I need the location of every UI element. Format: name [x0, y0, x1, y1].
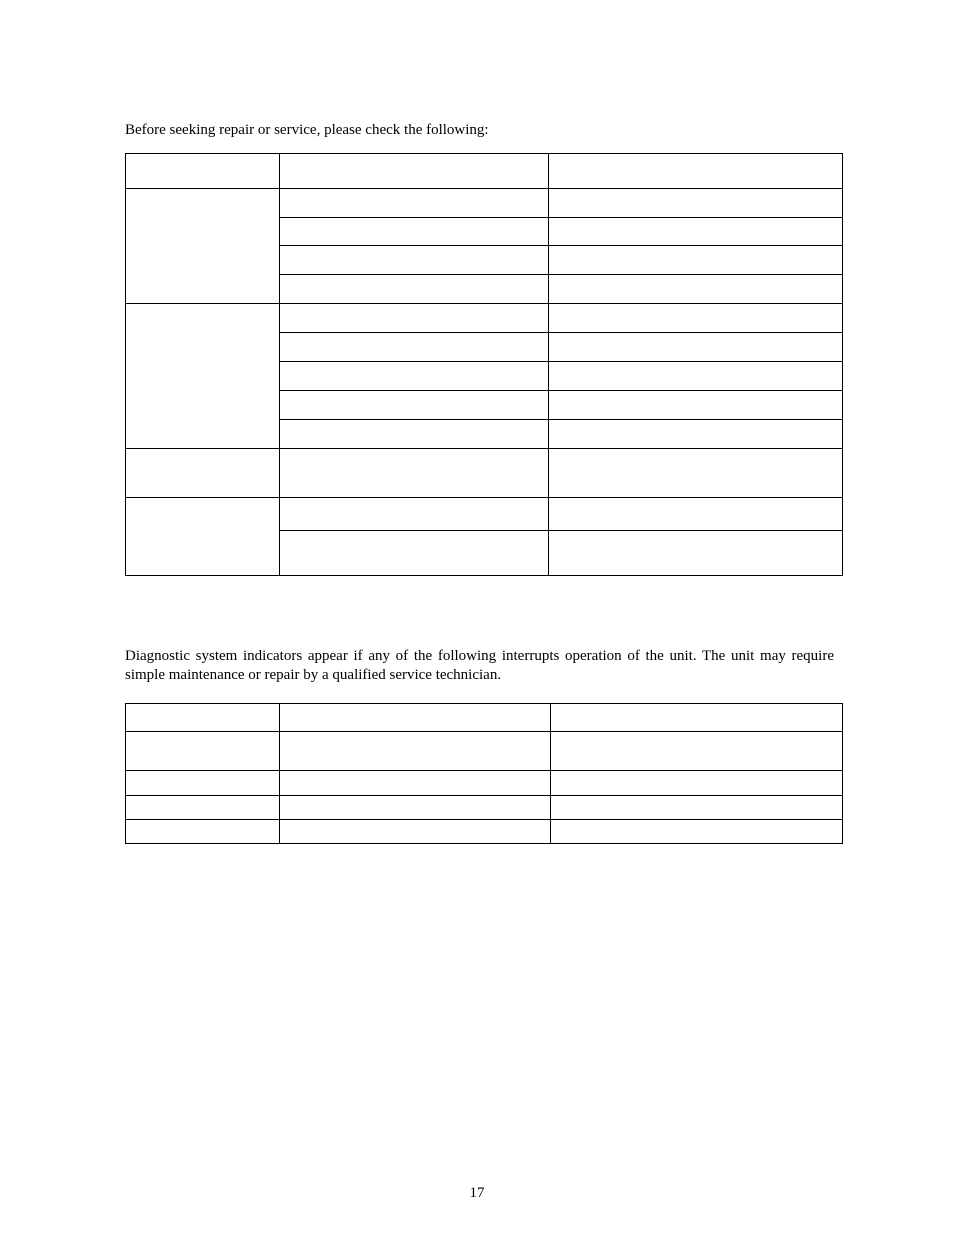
problem-cell — [126, 304, 280, 449]
table-row — [126, 771, 843, 796]
cause-cell — [280, 333, 549, 362]
solution-cell — [549, 362, 843, 391]
cause-cell — [280, 498, 549, 531]
table-header-row — [126, 704, 843, 732]
solution-cell — [549, 304, 843, 333]
cause-cell — [280, 304, 549, 333]
indicator-cell — [126, 796, 280, 820]
cause-cell — [280, 420, 549, 449]
table-row — [126, 449, 843, 498]
cause-cell — [280, 391, 549, 420]
problem-cell — [126, 498, 280, 576]
diagnostic-table — [125, 703, 843, 844]
cause-cell — [280, 732, 551, 771]
solution-cell — [549, 391, 843, 420]
solution-cell — [549, 531, 843, 576]
solution-cell — [549, 275, 843, 304]
cause-cell — [280, 218, 549, 246]
table-row — [126, 796, 843, 820]
table-row — [126, 820, 843, 844]
header-cell — [126, 154, 280, 189]
diagnostic-intro: Diagnostic system indicators appear if any of the following interrupts operation of the unit. The unit may require simple maintenance or repair by a qualified service technician. — [125, 648, 834, 683]
problem-cell — [126, 449, 280, 498]
indicator-cell — [126, 820, 280, 844]
header-cell — [280, 154, 549, 189]
solution-cell — [549, 333, 843, 362]
solution-cell — [549, 189, 843, 218]
cause-cell — [280, 796, 551, 820]
table-row — [126, 189, 843, 218]
solution-cell — [549, 498, 843, 531]
cause-cell — [280, 820, 551, 844]
solution-cell — [551, 732, 843, 771]
header-cell — [280, 704, 551, 732]
indicator-cell — [126, 732, 280, 771]
indicator-cell — [126, 771, 280, 796]
page-number: 17 — [469, 1185, 485, 1201]
solution-cell — [549, 420, 843, 449]
header-cell — [549, 154, 843, 189]
cause-cell — [280, 275, 549, 304]
solution-cell — [551, 771, 843, 796]
header-cell — [126, 704, 280, 732]
solution-cell — [549, 246, 843, 275]
header-cell — [551, 704, 843, 732]
problem-cell — [126, 189, 280, 304]
solution-cell — [549, 449, 843, 498]
troubleshooting-table — [125, 153, 843, 576]
table-row — [126, 304, 843, 333]
cause-cell — [280, 246, 549, 275]
table-row — [126, 732, 843, 771]
cause-cell — [280, 449, 549, 498]
table-row — [126, 498, 843, 531]
solution-cell — [549, 218, 843, 246]
solution-cell — [551, 796, 843, 820]
cause-cell — [280, 531, 549, 576]
solution-cell — [551, 820, 843, 844]
cause-cell — [280, 362, 549, 391]
cause-cell — [280, 189, 549, 218]
troubleshooting-intro: Before seeking repair or service, please check the following: — [125, 122, 489, 138]
table-header-row — [126, 154, 843, 189]
cause-cell — [280, 771, 551, 796]
